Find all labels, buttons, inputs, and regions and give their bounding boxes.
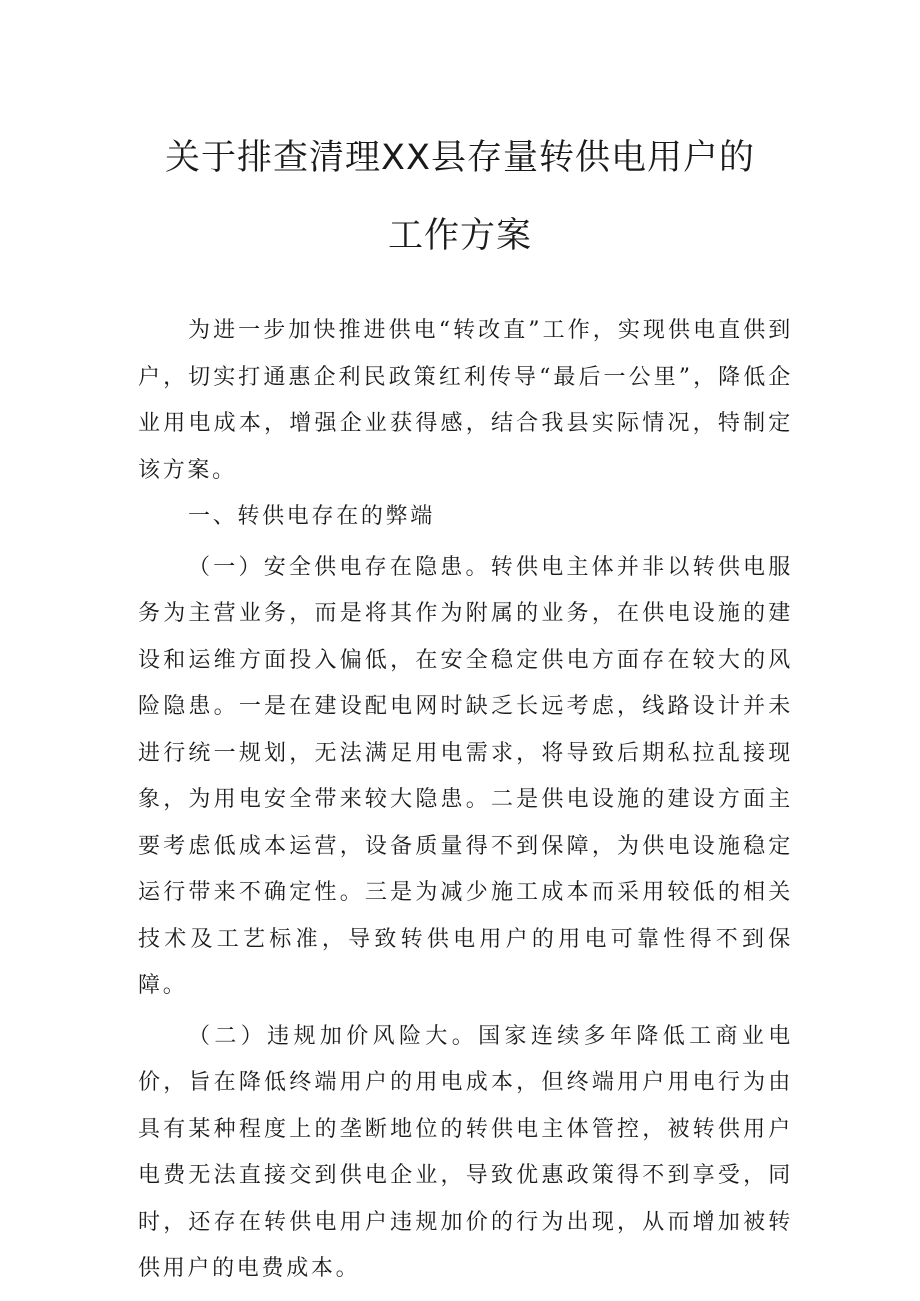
- intro-paragraph: 为进一步加快推进供电“转改直”工作，实现供电直供到户，切实打通惠企利民政策红利传导“最后一公里”，降低企业用电成本，增强企业获得感，结合我县实际情况，特制定该方案。: [138, 318, 793, 483]
- section1-item2-paragraph: （二）违规加价风险大。国家连续多年降低工商业电价，旨在降低终端用户的用电成本，但终端用户用电行为由具有某种程度上的垄断地位的转供电主体管控，被转供用户电费无法直接交到供电企业，导致优惠政策得不到享受，同时，还存在转供电用户违规加价的行为出现，从而增加被转供用户的电费成本。: [138, 1023, 793, 1281]
- document-title-line2: 工作方案: [387, 216, 532, 256]
- document-body: [138, 308, 793, 1293]
- document-title-line1: 关于排查清理XX县存量转供电用户的: [165, 138, 755, 178]
- section1-heading: 一、转供电存在的弊端: [188, 504, 436, 529]
- section1-item1-paragraph: （一）安全供电存在隐患。转供电主体并非以转供电服务为主营业务，而是将其作为附属的业务，在供电设施的建设和运维方面投入偏低，在安全稳定供电方面存在较大的风险隐患。一是在建设配电网时缺乏长远考虑，线路设计并未进行统一规划，无法满足用电需求，将导致后期私拉乱接现象，为用电安全带来较大隐患。二是供电设施的建设方面主要考虑低成本运营，设备质量得不到保障，为供电设施稳定运行带来不确定性。三是为减少施工成本而采用较低的相关技术及工艺标准，导致转供电用户的用电可靠性得不到保障。: [138, 554, 793, 998]
